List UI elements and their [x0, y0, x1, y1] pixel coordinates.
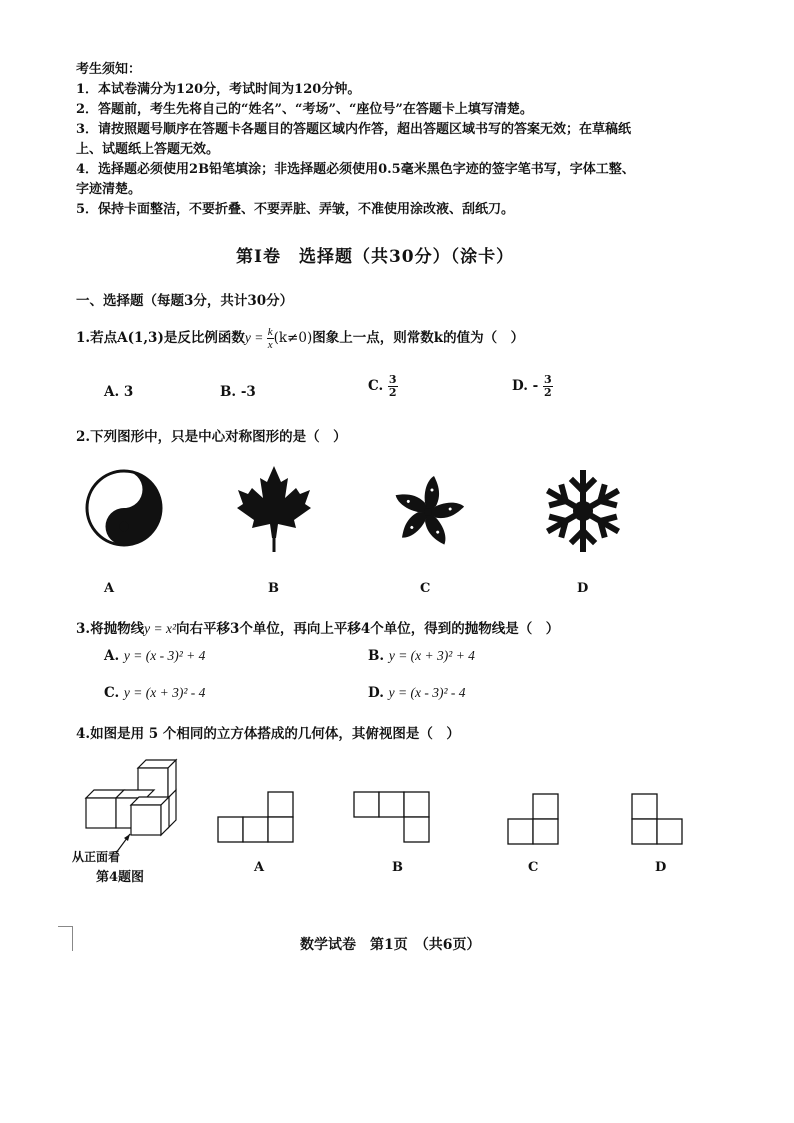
q1-option-a[interactable]: [104, 384, 133, 400]
option-fraction: [543, 374, 553, 399]
option-expr: y = (x - 3)² + 4: [123, 648, 206, 663]
option-expr: y = (x - 3)² - 4: [388, 685, 466, 700]
q4-option-c-view[interactable]: [506, 792, 562, 848]
q1-before: 1.若点A(1,3)是反比例函数: [76, 330, 245, 346]
question-1: [76, 326, 524, 351]
notice-line-4: 上、试题纸上答题无效。: [76, 142, 220, 157]
q1-option-c[interactable]: [368, 374, 398, 399]
q3-option-c[interactable]: [104, 685, 205, 701]
q1-option-b[interactable]: [220, 384, 256, 400]
option-text: -3: [240, 384, 256, 400]
q1-frac-num: k: [267, 326, 273, 338]
option-prefix: -: [532, 378, 539, 394]
option-label: D.: [512, 378, 528, 394]
q1-func-y: y: [244, 330, 251, 345]
page-footer: 数学试卷 第1页 （共6页）: [300, 937, 481, 953]
frac-num: 3: [543, 373, 552, 386]
q1-after: 图象上一点，则常数k的值为（ ）: [312, 330, 525, 346]
q2-label-d: D: [577, 581, 589, 596]
q3-option-a[interactable]: [104, 648, 205, 664]
q1-cond: (k≠0): [273, 330, 313, 346]
option-label: C.: [104, 685, 120, 701]
option-label: B.: [368, 648, 385, 664]
corner-mark: [58, 926, 73, 951]
option-label: B.: [220, 384, 237, 400]
frac-den: 2: [388, 386, 397, 399]
q1-fraction: [267, 326, 274, 351]
q2-label-a: A: [104, 581, 115, 596]
part-heading: 一、选择题（每题3分，共计30分）: [76, 293, 294, 309]
notice-line-6: 字迹清楚。: [76, 182, 142, 197]
notice-line-7: 5．保持卡面整洁，不要折叠、不要弄脏、弄皱，不准使用涂改液、刮纸刀。: [76, 202, 515, 217]
q4-label-d: D: [655, 860, 667, 875]
notice-line-5: 4．选择题必须使用2B铅笔填涂；非选择题必须使用0.5毫米黑色字迹的签字笔书写，字体工整、: [76, 162, 635, 177]
option-text: 3: [123, 384, 134, 400]
option-label: A.: [104, 384, 120, 400]
notice-line-1: 1．本试卷满分为120分，考试时间为120分钟。: [76, 82, 361, 97]
question-4: 4.如图是用 5 个相同的立方体搭成的几何体，其俯视图是（ ）: [76, 726, 460, 742]
q3-before: 3.将抛物线: [76, 621, 145, 637]
frac-den: 2: [543, 386, 552, 399]
q2-label-c: C: [420, 581, 431, 596]
yin-yang-icon: [84, 468, 164, 548]
q4-figure-caption: 第4题图: [96, 870, 145, 885]
notice-heading: 考生须知：: [76, 62, 142, 77]
bauhinia-icon: [388, 472, 468, 552]
frac-num: 3: [388, 373, 397, 386]
option-label: C.: [368, 378, 384, 394]
notice-line-2: 2．答题前，考生先将自己的“姓名”、“考场”、“座位号”在答题卡上填写清楚。: [76, 102, 533, 117]
q4-option-b-view[interactable]: [352, 790, 432, 846]
maple-leaf-icon: [234, 462, 314, 552]
q4-label-c: C: [528, 860, 539, 875]
notice-line-3: 3．请按照题号顺序在答题卡各题目的答题区域内作答，超出答题区域书写的答案无效；在草稿纸: [76, 122, 632, 137]
q1-frac-den: x: [267, 339, 273, 351]
q4-arrow-label: 从正面看: [72, 850, 121, 864]
q3-func: y = x²: [144, 621, 176, 636]
question-2: 2.下列图形中，只是中心对称图形的是（ ）: [76, 429, 347, 445]
cube-stack-figure: [76, 758, 186, 858]
option-label: D.: [368, 685, 384, 701]
q4-option-a-view[interactable]: [216, 790, 296, 846]
q1-option-d[interactable]: [512, 374, 553, 399]
q1-eq: =: [250, 330, 267, 345]
q3-option-b[interactable]: [368, 648, 475, 664]
section-title: 第Ⅰ卷 选择题（共30分）（涂卡）: [236, 247, 515, 267]
snowflake-icon: [540, 468, 626, 554]
question-3: [76, 617, 559, 637]
q3-option-d[interactable]: [368, 685, 466, 701]
q2-label-b: B: [268, 581, 279, 596]
option-label: A.: [104, 648, 120, 664]
option-expr: y = (x + 3)² + 4: [388, 648, 475, 663]
option-fraction: [388, 374, 398, 399]
q4-label-a: A: [254, 860, 265, 875]
q3-after: 向右平移3个单位，再向上平移4个单位，得到的抛物线是（ ）: [176, 621, 560, 637]
option-expr: y = (x + 3)² - 4: [123, 685, 206, 700]
q4-option-d-view[interactable]: [630, 792, 686, 848]
q4-label-b: B: [392, 860, 403, 875]
